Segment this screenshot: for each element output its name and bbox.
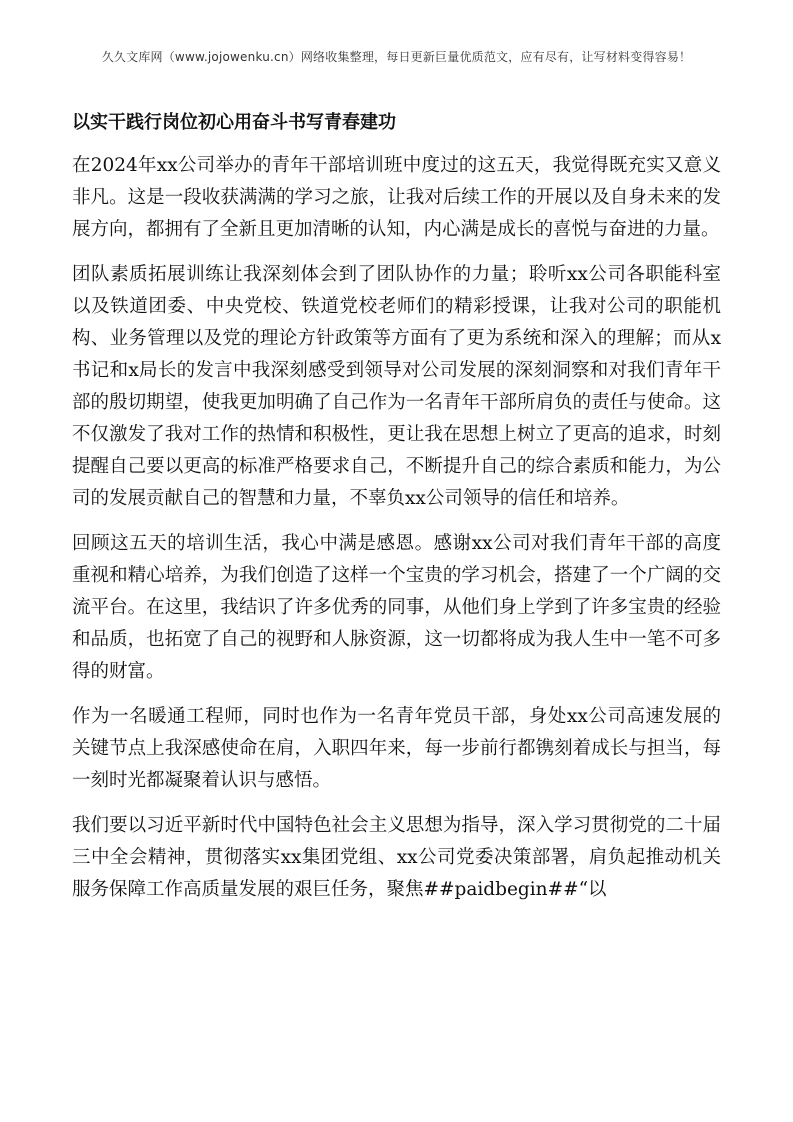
- document-title: 以实干践行岗位初心用奋斗书写青春建功: [72, 112, 396, 133]
- header-note: 久久文库网（www.jojowenku.cn）网络收集整理，每日更新巨量优质范文，应有尽有，让写材料变得容易！: [101, 50, 692, 64]
- paragraph-4: 作为一名暖通工程师，同时也作为一名青年党员干部，身处xx公司高速发展的关键节点上我深感使命在肩，入职四年来，每一步前行都镌刻着成长与担当，每一刻时光都凝聚着认识与感悟。: [72, 706, 721, 791]
- document-body: [72, 150, 721, 919]
- paragraph-3: 回顾这五天的培训生活，我心中满是感恩。感谢xx公司对我们青年干部的高度重视和精心培养，为我们创造了这样一个宝贵的学习机会，搭建了一个广阔的交流平台。在这里，我结识了许多优秀的同事，从他们身上学到了许多宝贵的经验和品质，也拓宽了自己的视野和人脉资源，这一切都将成为我人生中一笔不可多得的财富。: [72, 533, 721, 682]
- paragraph-2: 团队素质拓展训练让我深刻体会到了团队协作的力量；聆听xx公司各职能科室以及铁道团委、中央党校、铁道党校老师们的精彩授课，让我对公司的职能机构、业务管理以及党的理论方针政策等方面有了更为系统和深入的理解；而从x书记和x局长的发言中我深刻感受到领导对公司发展的深刻洞察和对我们青年干部的殷切期望，使我更加明确了自己作为一名青年干部所肩负的责任与使命。这不仅激发了我对工作的热情和积极性，更让我在思想上树立了更高的追求，时刻提醒自己要以更高的标准严格要求自己，不断提升自己的综合素质和能力，为公司的发展贡献自己的智慧和力量，不辜负xx公司领导的信任和培养。: [72, 264, 721, 509]
- paragraph-5: 我们要以习近平新时代中国特色社会主义思想为指导，深入学习贯彻党的二十届三中全会精神，贯彻落实xx集团党组、xx公司党委决策部署，肩负起推动机关服务保障工作高质量发展的艰巨任务，聚焦##paidbegin##“以: [72, 815, 721, 900]
- paragraph-1: 在2024年xx公司举办的青年干部培训班中度过的这五天，我觉得既充实又意义非凡。这是一段收获满满的学习之旅，让我对后续工作的开展以及自身未来的发展方向，都拥有了全新且更加清晰的认知，内心满是成长的喜悦与奋进的力量。: [72, 155, 721, 240]
